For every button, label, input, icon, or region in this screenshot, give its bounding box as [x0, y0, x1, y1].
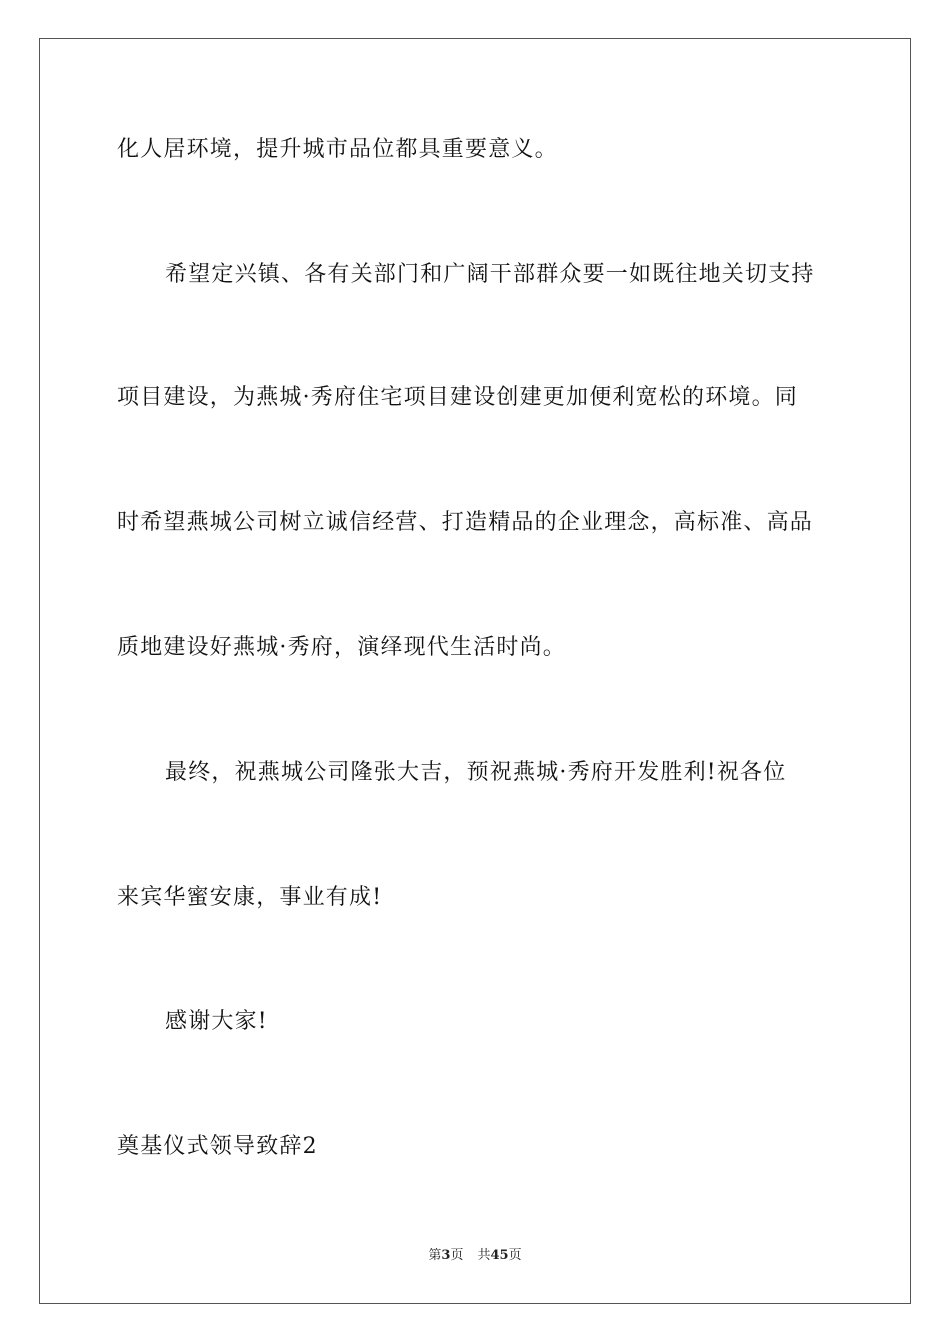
page-suffix: 页 [450, 1248, 464, 1263]
paragraph-line: 希望定兴镇、各有关部门和广阔干部群众要一如既往地关切支持 [165, 262, 815, 287]
page-number: 3 [441, 1248, 451, 1263]
paragraph-line: 时希望燕城公司树立诚信经营、打造精品的企业理念，高标准、高品 [117, 510, 814, 535]
paragraph-line: 化人居环境，提升城市品位都具重要意义。 [117, 137, 558, 162]
page-prefix: 第 [428, 1248, 442, 1263]
page-border [39, 38, 911, 1304]
total-prefix: 共 [477, 1248, 491, 1263]
paragraph-line: 质地建设好燕城·秀府，演绎现代生活时尚。 [117, 635, 566, 660]
paragraph-line: 感谢大家! [165, 1009, 268, 1034]
page-footer [0, 1247, 950, 1265]
paragraph-line: 最终，祝燕城公司隆张大吉，预祝燕城·秀府开发胜利!祝各位 [165, 760, 787, 785]
paragraph-line: 来宾华蜜安康，事业有成! [117, 885, 383, 910]
total-pages: 45 [490, 1248, 509, 1263]
total-suffix: 页 [508, 1248, 522, 1263]
section-heading: 奠基仪式领导致辞2 [117, 1134, 318, 1159]
paragraph-line: 项目建设，为燕城·秀府住宅项目建设创建更加便利宽松的环境。同 [117, 385, 798, 410]
